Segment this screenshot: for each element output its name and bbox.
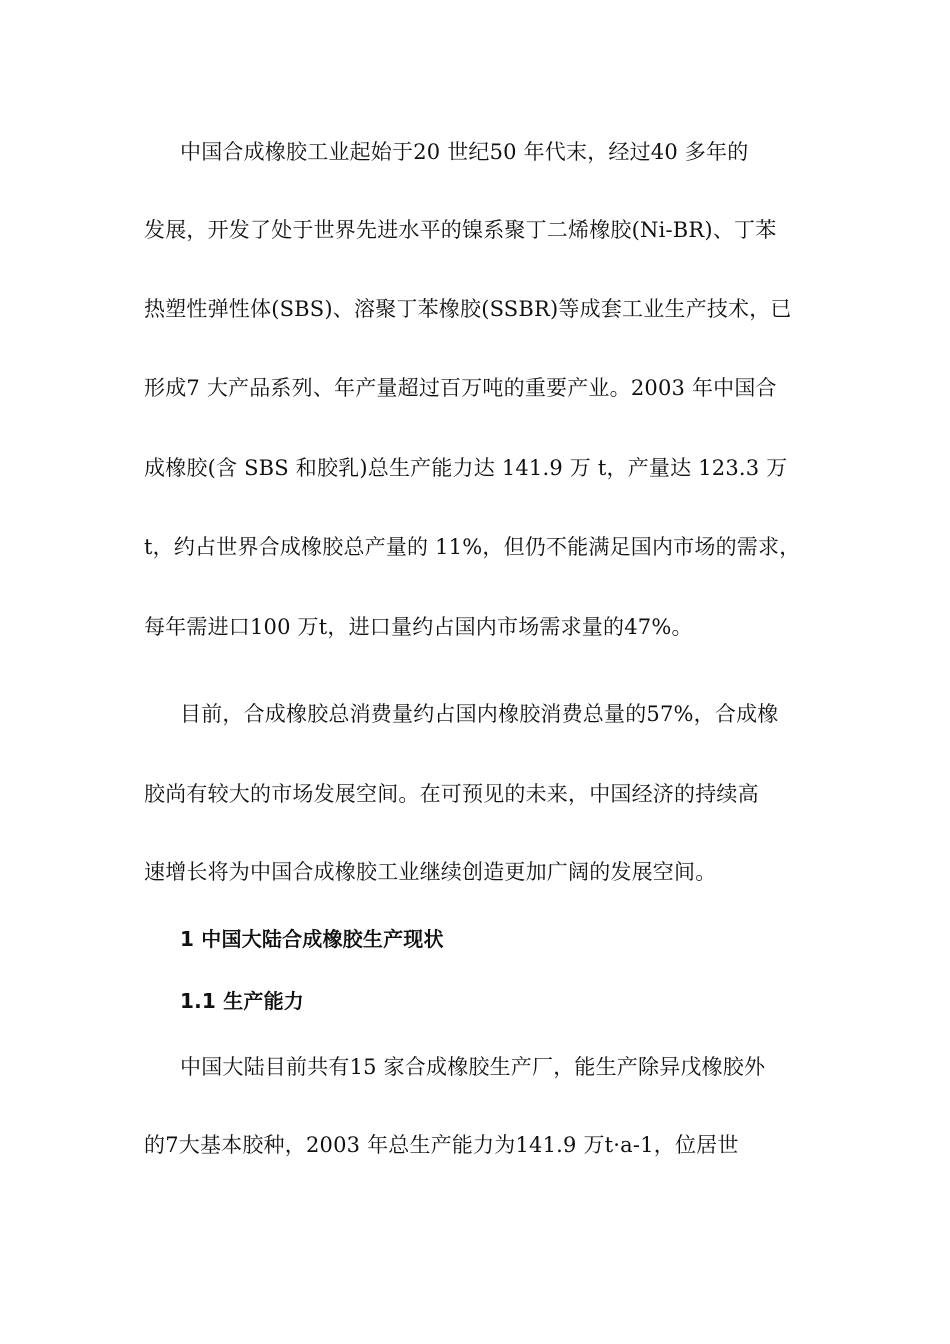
text-line: 形成7 大产品系列、年产量超过百万吨的重要产业。2003 年中国合 [144, 376, 777, 400]
text-line: 热塑性弹性体(SBS)、溶聚丁苯橡胶(SSBR)等成套工业生产技术，已 [144, 297, 792, 321]
text-line: 中国合成橡胶工业起始于20 世纪50 年代末，经过40 多年的 [180, 140, 749, 164]
text-line: 胶尚有较大的市场发展空间。在可预见的未来，中国经济的持续高 [144, 782, 759, 806]
text-line: 成橡胶(含 SBS 和胶乳)总生产能力达 141.9 万 t，产量达 123.3 万 [144, 456, 788, 480]
text-line: 中国大陆目前共有15 家合成橡胶生产厂，能生产除异戊橡胶外 [180, 1055, 766, 1079]
text-line: 的7大基本胶种，2003 年总生产能力为141.9 万t·a-1，位居世 [144, 1133, 739, 1157]
text-line: t，约占世界合成橡胶总产量的 11%，但仍不能满足国内市场的需求， [144, 535, 801, 559]
subsection-heading: 1.1 生产能力 [180, 989, 304, 1013]
text-line: 每年需进口100 万t，进口量约占国内市场需求量的47%。 [144, 615, 693, 639]
text-line: 目前，合成橡胶总消费量约占国内橡胶消费总量的57%，合成橡 [180, 702, 779, 726]
section-heading: 1 中国大陆合成橡胶生产现状 [180, 927, 444, 951]
text-line: 速增长将为中国合成橡胶工业继续创造更加广阔的发展空间。 [144, 860, 717, 884]
text-line: 发展，开发了处于世界先进水平的镍系聚丁二烯橡胶(Ni-BR)、丁苯 [144, 218, 777, 242]
